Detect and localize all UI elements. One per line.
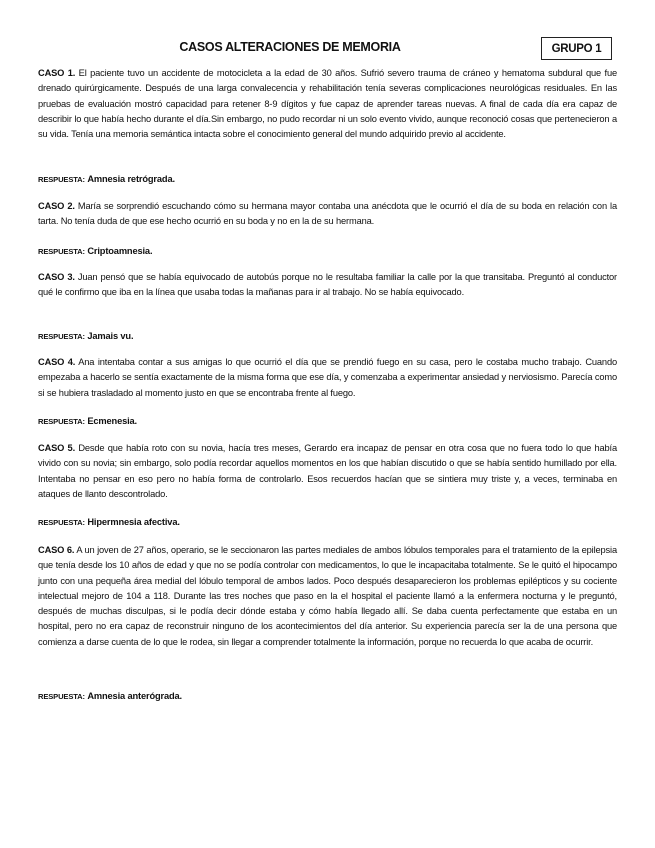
case-6 [38,543,617,650]
response-label: RESPUESTA: [38,247,85,256]
case-text: El paciente tuvo un accidente de motocicleta a la edad de 30 años. Sufrió severo trauma de cráneo y hematoma subdural que fue drenado quirúrgicamente. Después de una larga convalecencia y rehabilitación tenía severas complicaciones neurológicas residuales. En las pruebas de evaluación mostró capacidad para retener 8-9 dígitos y fue capaz de aprender tareas nuevas. A final de cada día era capaz de describir lo que había hecho durante el día.Sin embargo, no pudo recordar ni un solo evento vivido, aunque reconoció cosas que pertenecieron a su vida. Tenía una memoria semántica intacta sobre el conocimiento general del mundo adquirido previo al accidente. [38,68,617,140]
case-label: CASO 3. [38,272,75,282]
response-answer: Criptoamnesia. [87,246,153,256]
case-label: CASO 1. [38,68,76,78]
document-title: CASOS ALTERACIONES DE MEMORIA [179,40,401,54]
case-label: CASO 5. [38,443,76,453]
case-3 [38,270,617,301]
case-text: A un joven de 27 años, operario, se le seccionaron las partes mediales de ambos lóbulos temporales para el tratamiento de la epilepsia que tenía desde los 10 años de edad y que no se podía controlar con medicamentos, lo que le incapacitaba totalmente. Se le quitó el hipocampo junto con una pequeña área medial del lóbulo temporal de ambos lados. Poco después desaparecieron los problemas epilépticos y su cociente intelectual mejoro de 104 a 118. Durante las tres noches que paso en la el hospital el paciente llamó a la enfermera nocturna y le preguntó, después de muchas disculpas, si le podía decir dónde estaba y cómo había llegado allí. Se daba cuenta perfectamente que estaba en un hospital, pero no era capaz de reconstruir ninguno de los acontecimientos del día anterior. Su experiencia parecía ser la de una persona que comienza a darse cuenta de lo que le rodea, sin llegar a comprender totalmente la información, porque no recuerda lo que acaba de ocurrir. [38,545,617,647]
response-4 [38,416,137,426]
case-text: Juan pensó que se había equivocado de autobús porque no le resultaba familiar la calle por la que transitaba. Preguntó al conductor qué le confirmo que iba en la línea que usaba todas la mañanas para ir al trabajo. No se había equivocado. [38,272,618,298]
response-6 [38,691,182,701]
case-label: CASO 2. [38,201,75,211]
response-3 [38,331,133,341]
response-answer: Amnesia anterógrada. [87,691,182,701]
response-answer: Jamais vu. [87,331,134,341]
case-4 [38,355,617,401]
case-label: CASO 4. [38,357,76,367]
case-label: CASO 6. [38,545,75,555]
group-badge: GRUPO 1 [541,37,612,60]
response-label: RESPUESTA: [38,692,85,701]
case-5 [38,441,617,502]
case-2 [38,199,617,230]
response-answer: Hipermnesia afectiva. [87,517,180,527]
case-1 [38,66,617,142]
response-label: RESPUESTA: [38,332,85,341]
case-text: María se sorprendió escuchando cómo su hermana mayor contaba una anécdota que le ocurrió el día de su boda en relación con la tarta. No tenía duda de que ese hecho ocurrió en su boda y no en la de su hermana. [38,201,617,227]
response-label: RESPUESTA: [38,518,85,527]
response-1 [38,174,175,184]
response-answer: Amnesia retrógrada. [87,174,175,184]
case-text: Desde que había roto con su novia, hacía tres meses, Gerardo era incapaz de pensar en otra cosa que no fuera todo lo que había vivido con su novia; sin embargo, solo podía recordar aquellos momentos en los que habían discutido o que se había sentido humillado por ella. Intentaba no pensar en eso pero no había forma de controlarlo. Esos recuerdos hacían que se sintiera muy triste y, a veces, terminaba en ataques de llanto descontrolado. [38,443,617,499]
response-2 [38,246,152,256]
response-5 [38,517,180,527]
case-text: Ana intentaba contar a sus amigas lo que ocurrió el día que se prendió fuego en su casa, pero le costaba mucho trabajo. Cuando empezaba a hacerlo se sentía exactamente de la misma forma que ese día, y comenzaba a experimentar ansiedad y nerviosismo. Parecía como si se hubiera trasladado al momento justo en que se encontraba frente al fuego. [38,357,617,398]
response-label: RESPUESTA: [38,175,85,184]
response-label: RESPUESTA: [38,417,85,426]
response-answer: Ecmenesia. [87,416,137,426]
